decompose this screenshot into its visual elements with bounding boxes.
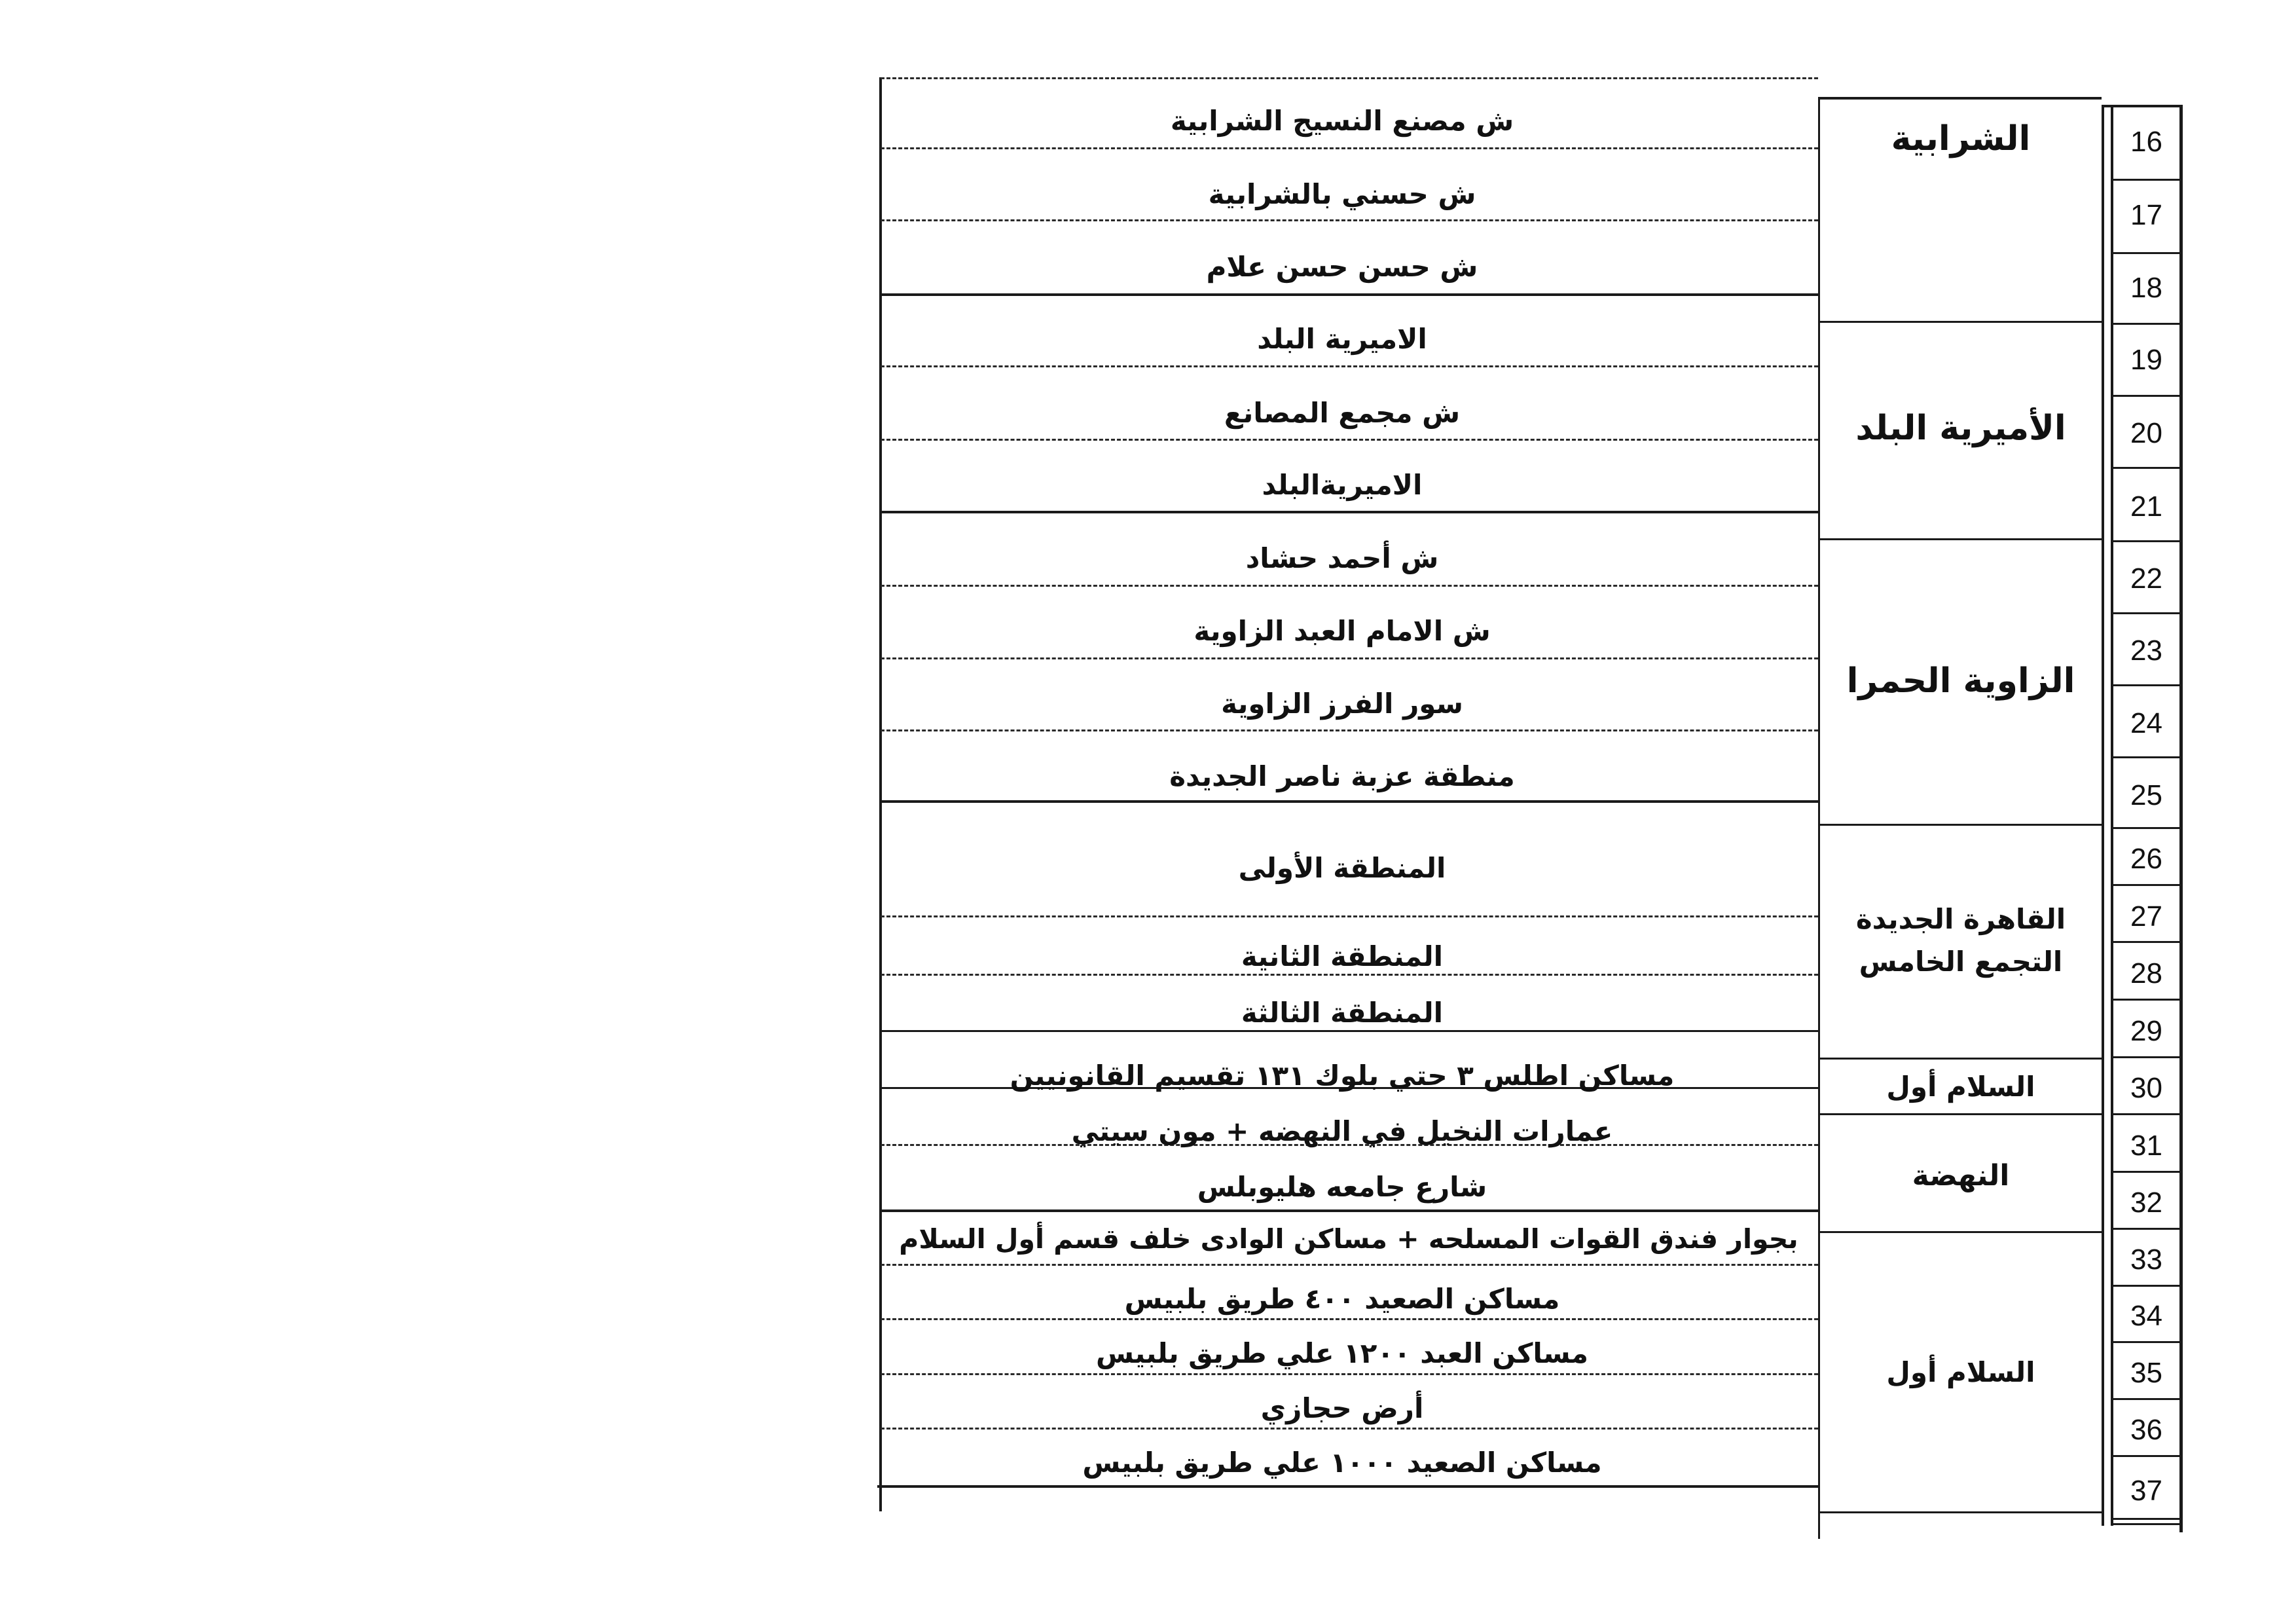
number-row-divider [2113, 1171, 2179, 1173]
street-cell: عمارات النخيل في النهضه + مون سيتي [1071, 1115, 1613, 1147]
street-cell: مساكن الصعيد ١٠٠٠ علي طريق بلبيس [1082, 1447, 1602, 1479]
district-label: السلام أول [1886, 1356, 2035, 1388]
number-row-divider [2113, 1056, 2179, 1058]
district-label: القاهرة الجديدة [1855, 903, 2066, 935]
group-divider [881, 511, 1818, 513]
number-row-divider [2113, 1285, 2179, 1287]
street-cell: ش مصنع النسيج الشرابية [1170, 105, 1514, 137]
top-dashed-border [881, 77, 1818, 79]
row-number: 17 [2130, 199, 2162, 231]
row-number: 23 [2130, 635, 2162, 667]
table-left-border [879, 77, 882, 1511]
row-number: 21 [2130, 490, 2162, 523]
row-number: 33 [2130, 1244, 2162, 1276]
street-cell: سور الفرز الزاوية [1221, 688, 1463, 720]
street-cell: ش أحمد حشاد [1245, 542, 1439, 574]
row-number: 16 [2130, 126, 2162, 158]
street-cell: ش حسن حسن علام [1206, 251, 1478, 283]
number-row-divider [2113, 941, 2179, 943]
number-row-divider [2113, 999, 2179, 1001]
row-number: 28 [2130, 957, 2162, 989]
street-cell: ش مجمع المصانع [1224, 397, 1461, 429]
district-label: النهضة [1912, 1159, 2010, 1192]
number-row-divider [2113, 1228, 2179, 1230]
row-divider [881, 365, 1818, 367]
row-number: 35 [2130, 1357, 2162, 1389]
row-number: 31 [2130, 1130, 2162, 1162]
row-divider [881, 219, 1818, 221]
number-row-divider [2113, 1113, 2179, 1115]
row-divider [881, 1318, 1818, 1320]
group-divider [881, 1209, 1818, 1212]
row-divider [881, 1264, 1818, 1266]
row-number: 19 [2130, 344, 2162, 376]
number-row-divider [2113, 540, 2179, 542]
row-number: 30 [2130, 1072, 2162, 1104]
street-cell: المنطقة الثانية [1241, 940, 1444, 972]
row-divider [881, 915, 1818, 917]
district-label: الأميرية البلد [1855, 409, 2066, 448]
number-row-divider [2113, 1341, 2179, 1343]
street-cell: شارع جامعه هليوبلس [1197, 1171, 1487, 1203]
street-cell: منطقة عزبة ناصر الجديدة [1169, 760, 1515, 792]
number-row-divider [2113, 323, 2179, 325]
row-number: 32 [2130, 1187, 2162, 1219]
row-divider [881, 585, 1818, 587]
row-number: 37 [2130, 1475, 2162, 1507]
street-cell: ش حسني بالشرابية [1208, 178, 1476, 210]
district-divider [1818, 1058, 2102, 1060]
row-divider [881, 1428, 1818, 1430]
district-divider [1818, 1231, 2102, 1233]
number-row-divider [2113, 884, 2179, 886]
number-row-divider [2113, 179, 2179, 181]
row-number: 29 [2130, 1015, 2162, 1047]
table-bottom-border [877, 1485, 1818, 1488]
row-divider [881, 147, 1818, 149]
number-row-divider [2113, 252, 2179, 254]
number-row-divider [2113, 395, 2179, 397]
row-number: 25 [2130, 779, 2162, 811]
street-cell: مساكن العبد ١٢٠٠ علي طريق بلبيس [1096, 1337, 1588, 1369]
row-number: 34 [2130, 1300, 2162, 1332]
street-district-divider [1818, 98, 1820, 1539]
row-divider [881, 439, 1818, 441]
district-label: الشرابية [1891, 119, 2031, 158]
row-number: 20 [2130, 417, 2162, 449]
street-cell: الاميرية البلد [1257, 323, 1427, 355]
row-divider [881, 657, 1818, 659]
number-row-divider [2113, 827, 2179, 829]
street-cell: المنطقة الأولى [1238, 852, 1446, 884]
district-label: التجمع الخامس [1859, 946, 2063, 978]
number-row-divider [2113, 1455, 2179, 1457]
number-row-divider [2113, 684, 2179, 686]
row-number: 27 [2130, 900, 2162, 932]
street-cell: الاميريةالبلد [1262, 469, 1423, 501]
district-bottom-border [1818, 1511, 2102, 1513]
row-number: 18 [2130, 272, 2162, 304]
district-divider [1818, 1113, 2102, 1115]
number-bottom-border-double [2111, 1523, 2183, 1525]
row-divider [881, 1373, 1818, 1375]
table-right-border [2179, 105, 2183, 1532]
number-top-border [2104, 105, 2179, 107]
district-number-divider [2102, 105, 2104, 1526]
row-number: 36 [2130, 1414, 2162, 1446]
street-cell: مساكن الصعيد ٤٠٠ طريق بلبيس [1124, 1283, 1560, 1315]
street-cell: المنطقة الثالثة [1241, 997, 1444, 1029]
number-row-divider [2113, 612, 2179, 614]
row-number: 26 [2130, 843, 2162, 875]
district-divider [1818, 538, 2102, 540]
district-label: السلام أول [1886, 1071, 2035, 1103]
street-cell: ش الامام العبد الزاوية [1194, 615, 1491, 647]
number-row-divider [2113, 467, 2179, 469]
number-row-divider [2113, 756, 2179, 758]
district-top-border [1818, 97, 2102, 100]
row-number: 22 [2130, 563, 2162, 595]
district-divider [1818, 321, 2102, 323]
number-bottom-border [2111, 1518, 2183, 1520]
group-divider [881, 1030, 1818, 1032]
group-divider [881, 293, 1818, 296]
street-cell: بجوار فندق القوات المسلحه + مساكن الوادى خلف قسم أول السلام [899, 1223, 1798, 1255]
group-divider [881, 800, 1818, 803]
street-cell: أرض حجازي [1260, 1392, 1424, 1424]
number-row-divider [2113, 1398, 2179, 1400]
row-divider [881, 974, 1818, 976]
row-divider [881, 729, 1818, 731]
district-divider [1818, 824, 2102, 826]
street-cell: مساكن اطلس ٣ حتي بلوك ١٣١ تقسيم القانونيين [1010, 1060, 1675, 1092]
row-number: 24 [2130, 707, 2162, 739]
district-label: الزاوية الحمرا [1846, 661, 2075, 701]
